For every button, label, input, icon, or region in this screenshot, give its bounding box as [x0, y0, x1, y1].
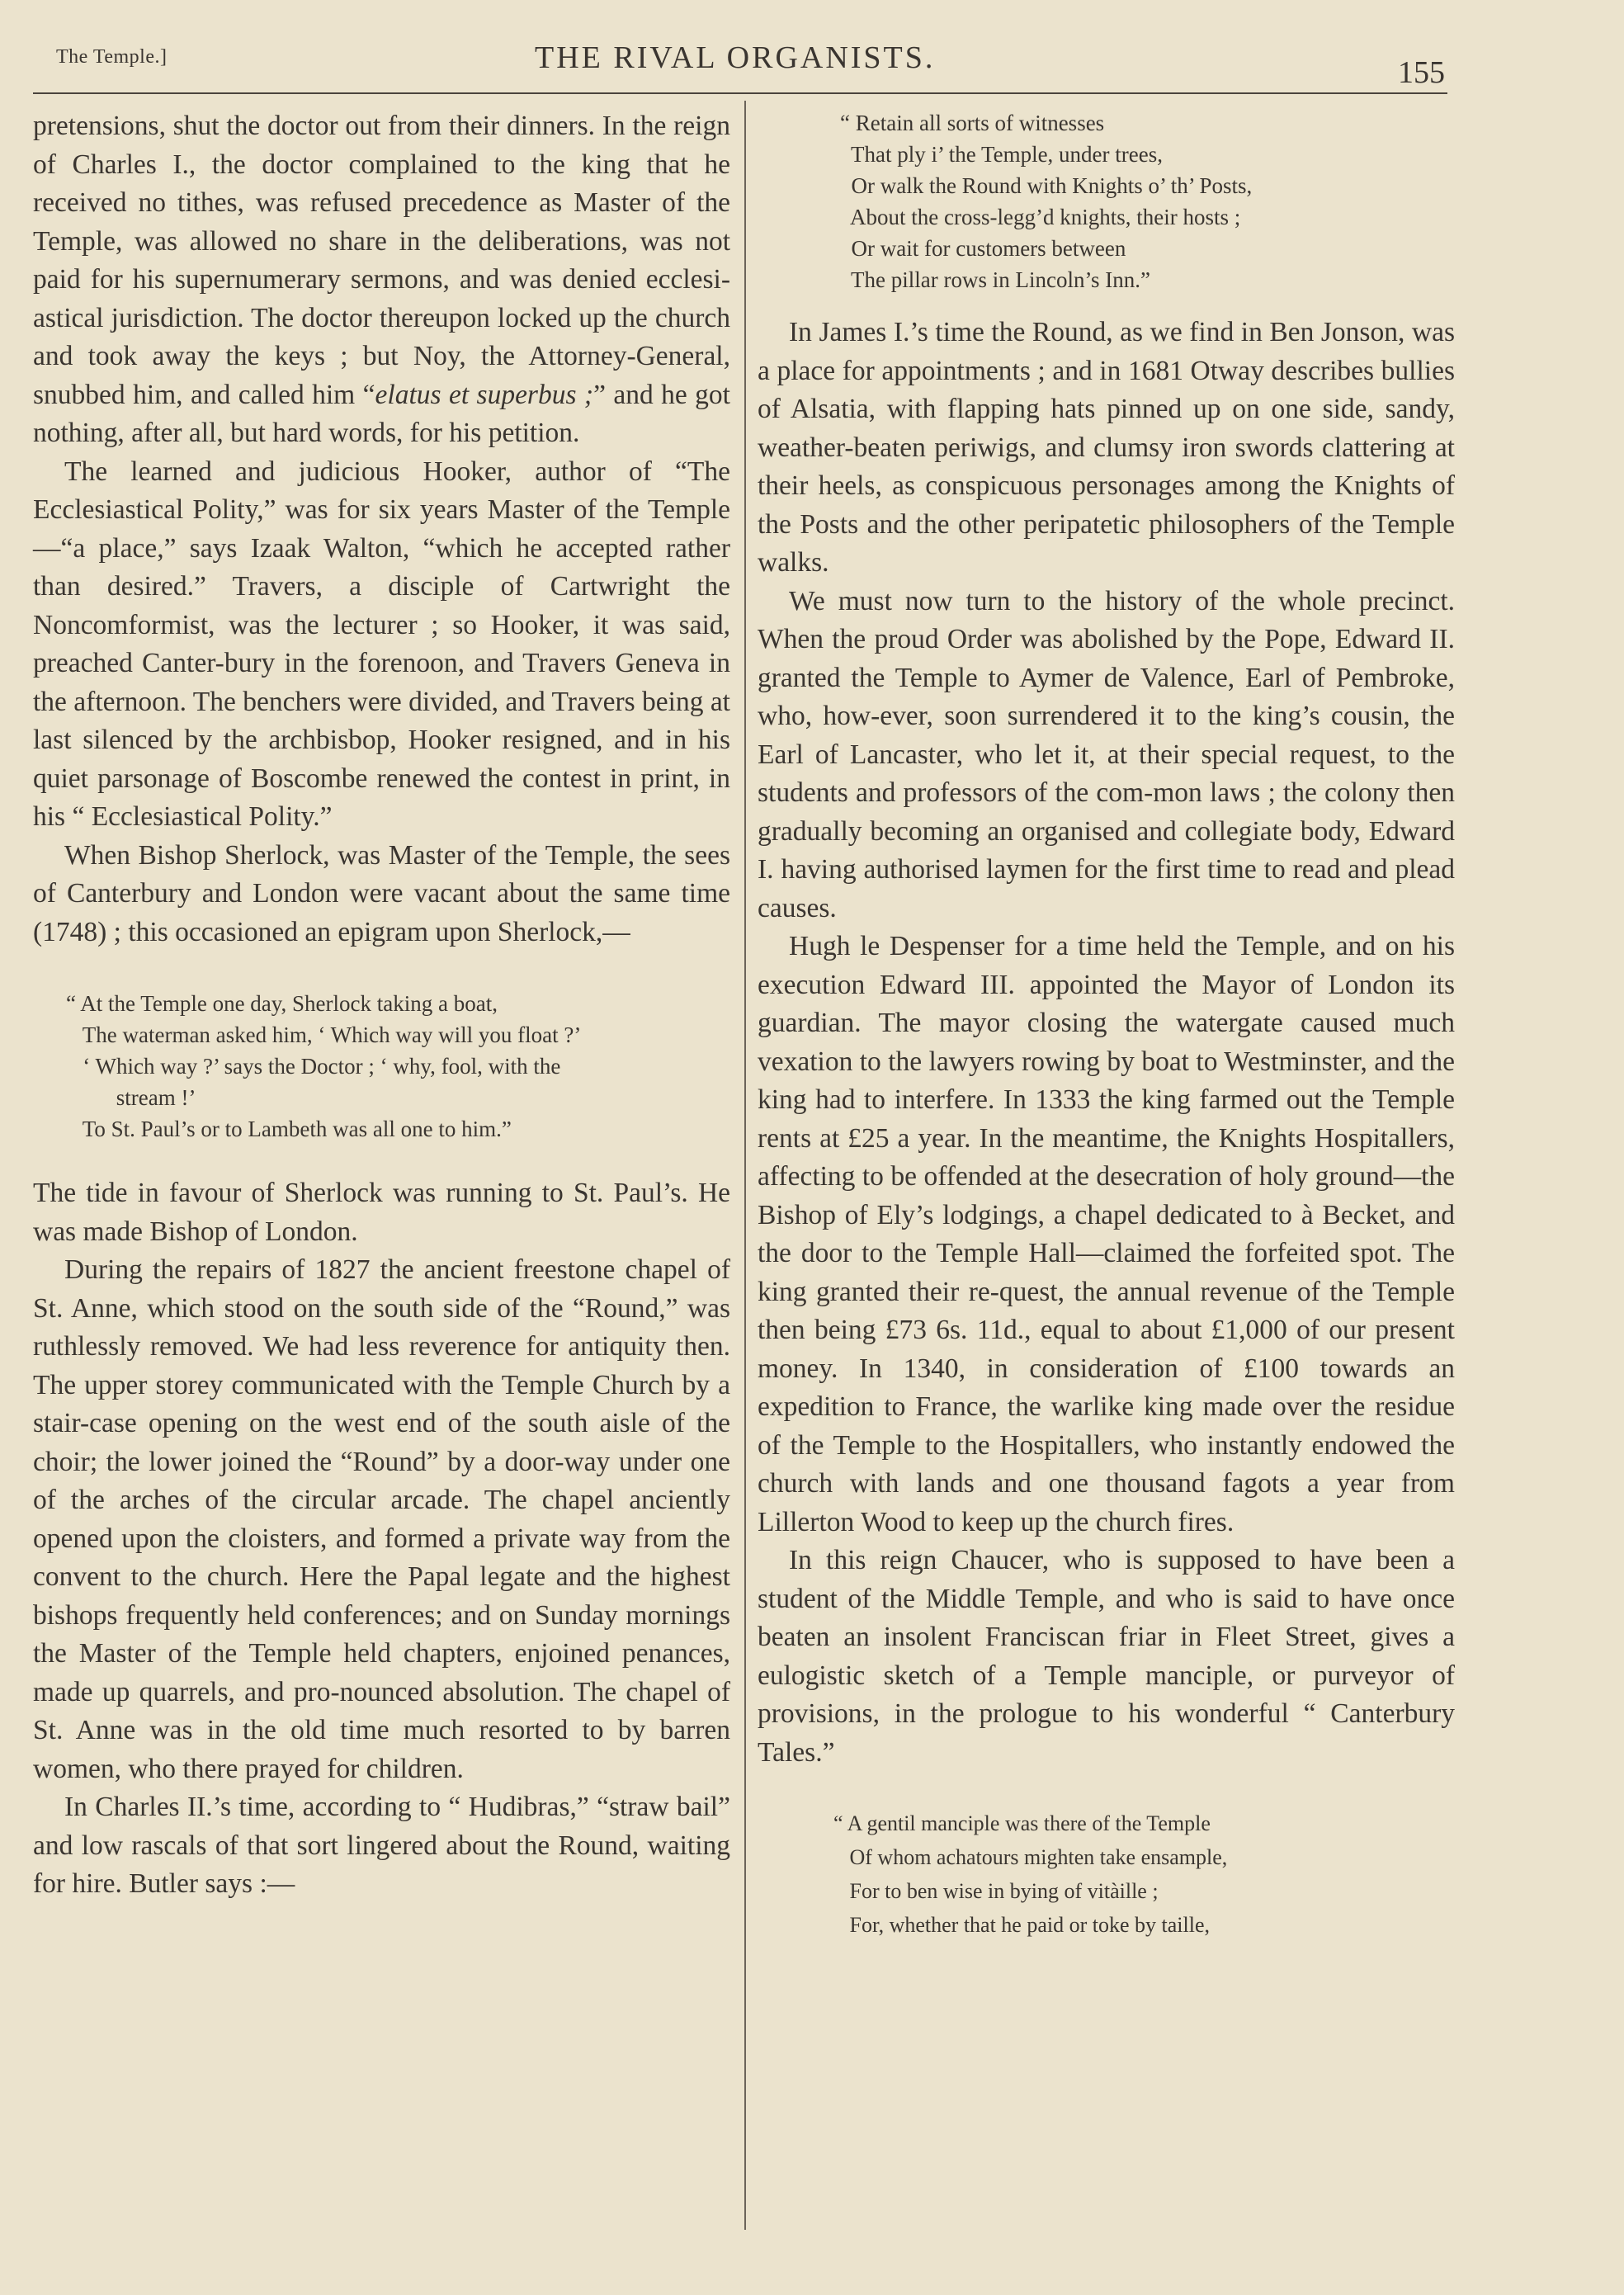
verse-line: That ply i’ the Temple, under trees, [840, 142, 1163, 167]
verse-line: stream !’ [66, 1085, 196, 1110]
running-head: The Temple.] [56, 46, 168, 68]
verse-line: “ Retain all sorts of witnesses [840, 111, 1105, 135]
verse-line: For to ben wise in bying of vitàille ; [833, 1879, 1159, 1903]
paragraph: During the repairs of 1827 the ancient freestone chapel of St. Anne, which stood on the south side of the “Round,” was ruthlessly removed. We had less reverence for antiquity then. The upper storey communicated with the Temple Church by a stair-case opening on the west end of the south aisle of the choir; the lower joined the “Round” by a door-way under one of the arches of the circular arcade. The chapel anciently opened upon the cloisters, and formed a private way from the convent to the church. Here the Papal legate and the highest bishops frequently held conferences; and on Sunday mornings the Master of the Temple held chapters, enjoined penances, made up quarrels, and pro-nounced absolution. The chapel of St. Anne was in the old time much resorted to by barren women, who there prayed for children. [33, 1254, 730, 1784]
page-header [33, 38, 1452, 90]
column-divider [744, 101, 746, 2230]
verse-line: For, whether that he paid or toke by taille, [833, 1913, 1211, 1937]
paragraph: In this reign Chaucer, who is supposed to have been a student of the Middle Temple, and who is said to have once beaten an insolent Franciscan friar in Fleet Street, gives a eulogistic sketch of a Temple manciple, or purveyor of provisions, in the prologue to his wonderful “ Canterbury Tales.” [758, 1545, 1455, 1768]
right-column [758, 107, 1455, 1942]
verse-line: Or wait for customers between [840, 236, 1126, 261]
paragraph: In Charles II.’s time, according to “ Hudibras,” “straw bail” and low rascals of that sort lingered about the Round, waiting for hire. Butler says :— [33, 1792, 730, 1899]
verse-line: The waterman asked him, ‘ Which way will you float ?’ [66, 1022, 582, 1047]
paragraph: When Bishop Sherlock, was Master of the Temple, the sees of Canterbury and London were vacant about the same time (1748) ; this occasioned an epigram upon Sherlock,— [33, 839, 730, 947]
verse-line: Or walk the Round with Knights o’ th’ Posts, [840, 173, 1253, 198]
verse-line: To St. Paul’s or to Lambeth was all one to him.” [66, 1117, 512, 1141]
verse-line: The pillar rows in Lincoln’s Inn.” [840, 267, 1150, 292]
page-number: 155 [1398, 55, 1445, 90]
left-column [33, 107, 730, 1904]
verse-line: Of whom achatours mighten take ensample, [833, 1845, 1228, 1869]
paragraph: Hugh le Despenser for a time held the Temple, and on his execution Edward III. appointed the Mayor of London its guardian. The mayor closing the watergate caused much vexation to the lawyers rowing by boat to Westminster, and the king had to interfere. In 1333 the king farmed out the Temple rents at £25 a year. In the meantime, the Knights Hospitallers, affecting to be offended at the desecration of holy ground—the Bishop of Ely’s lodgings, a chapel dedicated to à Becket, and the door to the Temple Hall—claimed the forfeited spot. The king granted their re-quest, the annual revenue of the Temple then being £73 6s. 11d., equal to about £1,000 of our present money. In 1340, in consideration of £100 towards an expedition to France, the warlike king made over the residue of the Temple to the Hospitallers, who instantly endowed the church with lands and one thousand fagots a year from Lillerton Wood to keep up the church fires. [758, 931, 1455, 1537]
paragraph: In James I.’s time the Round, as we find in Ben Jonson, was a place for appointments ; and in 1681 Otway describes bullies of Alsatia, with flapping hats pinned up on one side, sandy, weather-beaten periwigs, and clumsy iron swords clattering at their heels, as conspicuous personages among the Knights of the Posts and the other peripatetic philosophers of the Temple walks. [758, 317, 1455, 578]
header-rule [33, 92, 1447, 94]
paragraph: pretensions, shut the doctor out from their dinners. In the reign of Charles I., the doctor complained to the king that he received no tithes, was refused precedence as Master of the Temple, was allowed no share in the deliberations, was not paid for his supernumerary sermons, and was denied ecclesi-astical jurisdiction. The doctor thereupon locked up the church and took away the keys ; but Noy, the Attorney-General, snubbed him, and called him “elatus et superbus ;” and he got nothing, after all, but hard words, for his petition. [33, 111, 730, 448]
paragraph: The tide in favour of Sherlock was running to St. Paul’s. He was made Bishop of London. [33, 1178, 730, 1247]
epigram-verse [33, 952, 730, 1174]
paragraph: We must now turn to the history of the whole precinct. When the proud Order was abolished by the Pope, Edward II. granted the Temple to Aymer de Valence, Earl of Pembroke, who, how-ever, soon surrendered it to the king’s cousin, the Earl of Lancaster, who let it, at their special request, to the students and professors of the com-mon laws ; the colony then gradually becoming an organised and collegiate body, Edward I. having authorised laymen for the first time to read and plead causes. [758, 585, 1455, 923]
latin-quote: elatus et superbus ; [375, 379, 594, 410]
page-title: THE RIVAL ORGANISTS. [535, 40, 936, 75]
verse-line: “ A gentil manciple was there of the Temple [833, 1811, 1211, 1835]
chaucer-verse [758, 1772, 1455, 1942]
verse-line: “ At the Temple one day, Sherlock taking a boat, [66, 991, 498, 1016]
verse-line: ‘ Which way ?’ says the Doctor ; ‘ why, fool, with the [66, 1054, 561, 1079]
paragraph: The learned and judicious Hooker, author of “The Ecclesiastical Polity,” was for six years Master of the Temple—“a place,” says Izaak Walton, “which he accepted rather than desired.” Travers, a disciple of Cartwright the Noncomformist, was the lecturer ; so Hooker, it was said, preached Canter-bury in the forenoon, and Travers Geneva in the afternoon. The benchers were divided, and Travers being at last silenced by the archbisbop, Hooker resigned, and in his quiet parsonage of Boscombe renewed the contest in print, in his “ Ecclesiastical Polity.” [33, 456, 730, 832]
verse-line: About the cross-legg’d knights, their hosts ; [840, 205, 1241, 229]
hudibras-verse [758, 107, 1455, 314]
